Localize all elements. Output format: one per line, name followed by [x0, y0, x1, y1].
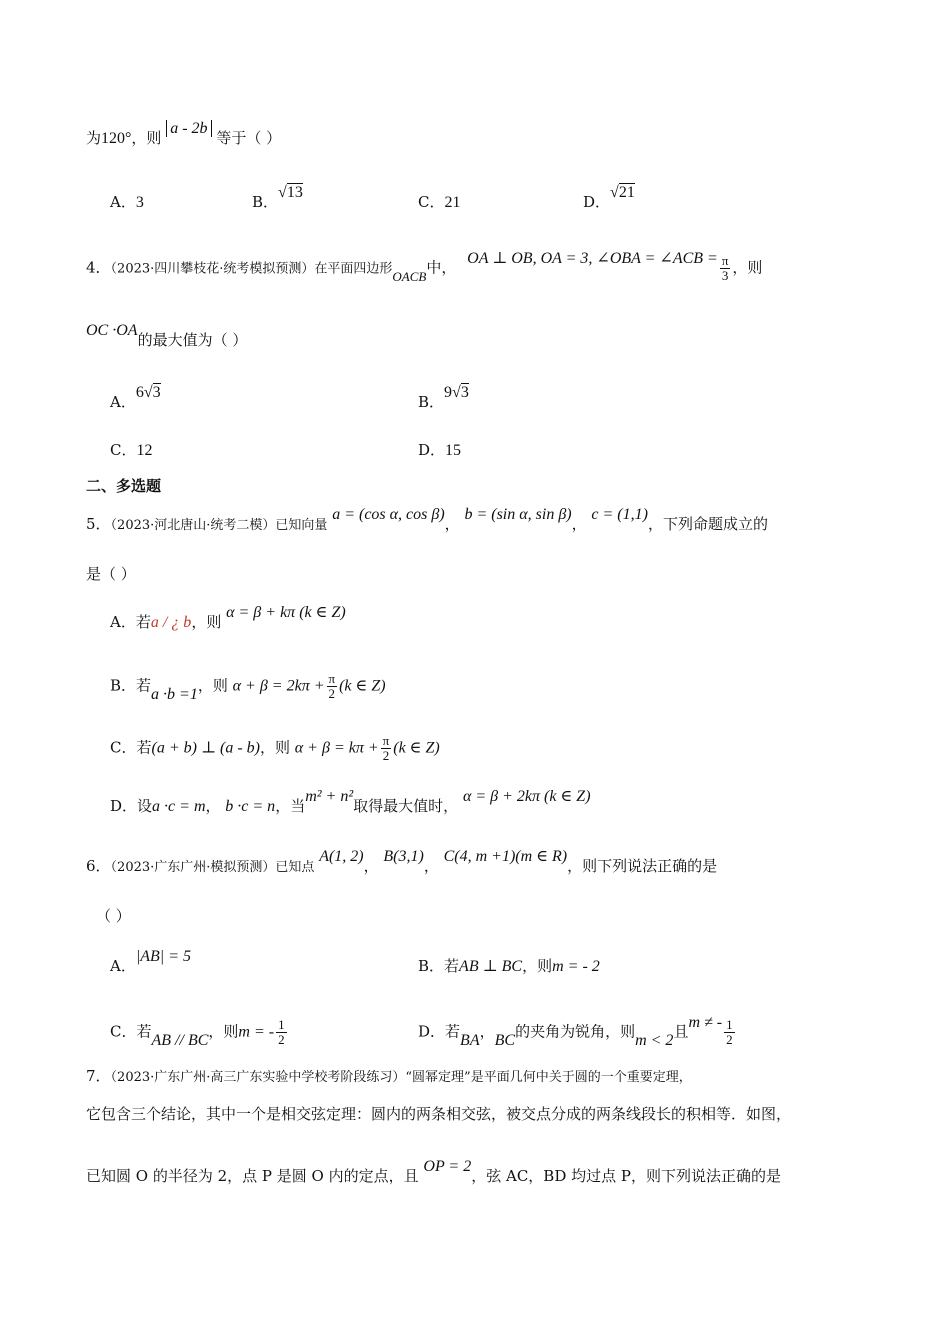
separator: ，: [479, 1022, 495, 1041]
option-label: C．: [418, 193, 445, 211]
q7-line2: 它包含三个结论，其中一个是相交弦定理：圆内的两条相交弦，被交点分成的两条线段长的积相等．如图，: [86, 1105, 792, 1123]
option-cond1: a ·c = m: [152, 798, 206, 815]
q5-c-def: c = (1,1): [591, 506, 648, 523]
option-cond2: m ≠ -: [688, 1013, 723, 1031]
q5-source: （2023·河北唐山·统考二模）已知向量: [110, 518, 328, 533]
option-pre: 若: [444, 957, 460, 975]
q6-option-b[interactable]: [418, 956, 600, 977]
option-cond: AB ⊥ BC: [459, 958, 523, 975]
option-result: m = - 2: [552, 958, 600, 975]
option-value: 15: [445, 442, 462, 459]
option-label: B．: [418, 957, 445, 975]
frac-den: 3: [721, 268, 729, 283]
frac-num: π: [382, 733, 390, 748]
option-label: D．: [110, 797, 138, 815]
option-label: D．: [418, 441, 446, 459]
q6-point-a: A(1, 2): [319, 848, 364, 865]
option-cond1: m < 2: [635, 1031, 674, 1049]
option-cond: AB // BC: [151, 1031, 209, 1049]
option-expr: m² + n²: [305, 788, 354, 805]
q4-number: 4．: [86, 258, 111, 277]
radicand: 21: [618, 184, 635, 201]
q5-tail: ，下列命题成立的: [647, 515, 768, 533]
option-mid: ，则: [522, 957, 553, 975]
radicand: 13: [286, 184, 303, 201]
one-half: [724, 1018, 735, 1047]
section-heading: 二、多选题: [86, 477, 162, 495]
option-pre: 若: [136, 676, 152, 695]
q6-point-c: C(4, m +1)(m ∈ R): [443, 848, 568, 865]
q3-option-c[interactable]: [418, 192, 460, 213]
frac-den: 2: [726, 1032, 733, 1047]
q5-option-d[interactable]: D．设a ·c = m， b ·c = n，当m² + n²取得最大值时， α = β + 2kπ (k ∈ Z): [110, 788, 591, 815]
option-mid2: 取得最大值时，: [353, 797, 459, 815]
garbled-glyph: a / ¿ b: [150, 614, 192, 631]
option-label: A．: [110, 393, 136, 411]
one-half: [276, 1018, 287, 1047]
frac-num: π: [721, 253, 729, 268]
option-label: A．: [110, 193, 136, 211]
pi-over-2: [381, 734, 392, 763]
q6-option-c[interactable]: [110, 1018, 289, 1047]
option-mid: ，则: [259, 738, 290, 757]
q6-stem-line2: （ ）: [96, 907, 131, 925]
option-result: α = β + 2kπ (k ∈ Z): [462, 788, 591, 805]
option-label: C．: [110, 1022, 137, 1041]
vector-bc: BC: [494, 1031, 516, 1049]
frac-num: 1: [278, 1017, 285, 1032]
q7-number: 7．: [86, 1067, 111, 1085]
q3-option-b[interactable]: [252, 184, 303, 213]
q4-option-c[interactable]: [110, 440, 152, 461]
frac-den: 2: [382, 748, 390, 763]
option-cond: a ·b =1: [151, 685, 198, 703]
option-result-right: (k ∈ Z): [339, 677, 386, 695]
q3-option-d[interactable]: [583, 184, 635, 213]
option-pre: 设: [137, 797, 153, 815]
option-result-right: (k ∈ Z): [393, 739, 440, 757]
q4-option-a[interactable]: [110, 384, 161, 413]
q4-source: （2023·四川攀枝花·统考模拟预测）在平面四边形: [110, 261, 393, 277]
sqrt-expr: √13: [278, 184, 303, 201]
option-mid: ，则: [191, 613, 222, 631]
option-mid: ，则: [197, 676, 228, 695]
q5-stem-line2: 是（ ）: [86, 565, 136, 583]
q3-angle: 120°: [101, 130, 132, 147]
coef: 9: [444, 384, 453, 401]
option-label: C．: [110, 738, 137, 757]
q4-fraction: [720, 254, 731, 283]
q4-option-b[interactable]: [418, 384, 469, 413]
q3-abs-expr: a - 2b: [166, 120, 211, 137]
q6-point-b: B(3,1): [383, 848, 424, 865]
vector-ba: BA: [460, 1031, 480, 1049]
q6-tail: ，则下列说法正确的是: [567, 857, 718, 875]
q3-mid: ，则: [131, 129, 162, 147]
coef-sqrt: 6√3: [135, 384, 161, 401]
radicand: 3: [460, 384, 469, 401]
frac-den: 2: [328, 686, 336, 701]
option-pre: 若: [135, 613, 151, 631]
sqrt-expr: √21: [610, 184, 635, 201]
q6-number: 6．: [86, 857, 111, 875]
option-result: m = -: [238, 1023, 275, 1041]
q5-option-b[interactable]: [110, 672, 386, 701]
option-mid: ，则: [208, 1022, 239, 1041]
q5-stem-line1: 5．（2023·河北唐山·统考二模）已知向量 a = (cos α, cos β)， b = (sin α, sin β)， c = (1,1)，下列命题成立的: [86, 506, 768, 533]
q4-dot-expr: OC ·OA: [86, 322, 138, 339]
option-label: A．: [110, 613, 136, 631]
option-result: α = β + kπ (k ∈ Z): [226, 604, 346, 621]
option-expr: |AB| = 5: [135, 948, 191, 965]
option-and: 且: [673, 1022, 689, 1041]
option-value: 3: [135, 194, 144, 211]
q4-condition: OA ⊥ OB, OA = 3, ∠OBA = ∠ACB =: [467, 249, 718, 267]
option-label: C．: [110, 441, 137, 459]
q6-option-a[interactable]: [110, 948, 191, 977]
q7-line3-b: ，弦 AC，BD 均过点 P，则下列说法正确的是: [471, 1167, 781, 1185]
option-result-left: α + β = 2kπ +: [232, 677, 325, 695]
q5-b-def: b = (sin α, sin β): [464, 506, 572, 523]
q7-line1-text: （2023·广东广州·高三广东实验中学校考阶段练习）“圆幂定理”是平面几何中关于圆的一个重要定理，: [110, 1070, 692, 1085]
frac-den: 2: [278, 1032, 285, 1047]
option-label: A．: [110, 957, 136, 975]
option-value: 12: [136, 442, 153, 459]
option-mid: ，当: [275, 797, 306, 815]
q4-line2-suffix: 的最大值为（ ）: [137, 331, 248, 349]
q4-stem-line2: [86, 322, 248, 351]
coef-sqrt: 9√3: [444, 384, 469, 401]
option-label: B．: [418, 393, 445, 411]
q4-tail: ，则: [732, 258, 763, 277]
q4-quad: OACB: [392, 268, 427, 284]
q5-a-def: a = (cos α, cos β): [332, 506, 445, 523]
q4-stem-line1: [86, 249, 763, 284]
q3-option-a[interactable]: [110, 192, 144, 213]
frac-num: π: [328, 671, 336, 686]
q5-option-a[interactable]: [110, 604, 346, 633]
option-label: D．: [583, 193, 611, 211]
option-cond: (a + b) ⊥ (a - b): [151, 739, 260, 757]
q4-mid: 中，: [426, 258, 457, 277]
q6-source: （2023·广东广州·模拟预测）已知点: [110, 860, 315, 875]
frac-num: 1: [726, 1017, 733, 1032]
q3-suffix: 等于（ ）: [216, 129, 282, 147]
q7-line1: [86, 1066, 692, 1088]
option-label: B．: [252, 193, 279, 211]
radicand: 3: [152, 384, 161, 401]
q7-line3: [86, 1158, 781, 1187]
option-value: 21: [444, 194, 461, 211]
option-pre: 若: [136, 1022, 152, 1041]
q6-stem-line1: 6．（2023·广东广州·模拟预测）已知点 A(1, 2)， B(3,1)， C(4, m +1)(m ∈ R)，则下列说法正确的是: [86, 848, 718, 875]
q7-line3-a: 已知圆 O 的半径为 2，点 P 是圆 O 内的定点，且: [86, 1167, 419, 1185]
option-result-left: α + β = kπ +: [294, 739, 379, 757]
option-pre: 若: [136, 738, 152, 757]
option-label: D．: [418, 1022, 446, 1041]
q3-stem-prefix: 为: [86, 129, 102, 147]
q7-op-expr: OP = 2: [423, 1158, 472, 1175]
q6-option-d[interactable]: [418, 1013, 737, 1049]
pi-over-2: [327, 672, 338, 701]
q5-number: 5．: [86, 515, 111, 533]
q3-stem-line: [86, 120, 282, 149]
q4-option-d[interactable]: [418, 440, 461, 461]
q5-option-c[interactable]: [110, 734, 440, 763]
option-pre: 若: [445, 1022, 461, 1041]
option-cond2: b ·c = n: [225, 798, 276, 815]
coef: 6: [135, 384, 144, 401]
option-label: B．: [110, 676, 137, 695]
option-mid: 的夹角为锐角，则: [515, 1022, 636, 1041]
